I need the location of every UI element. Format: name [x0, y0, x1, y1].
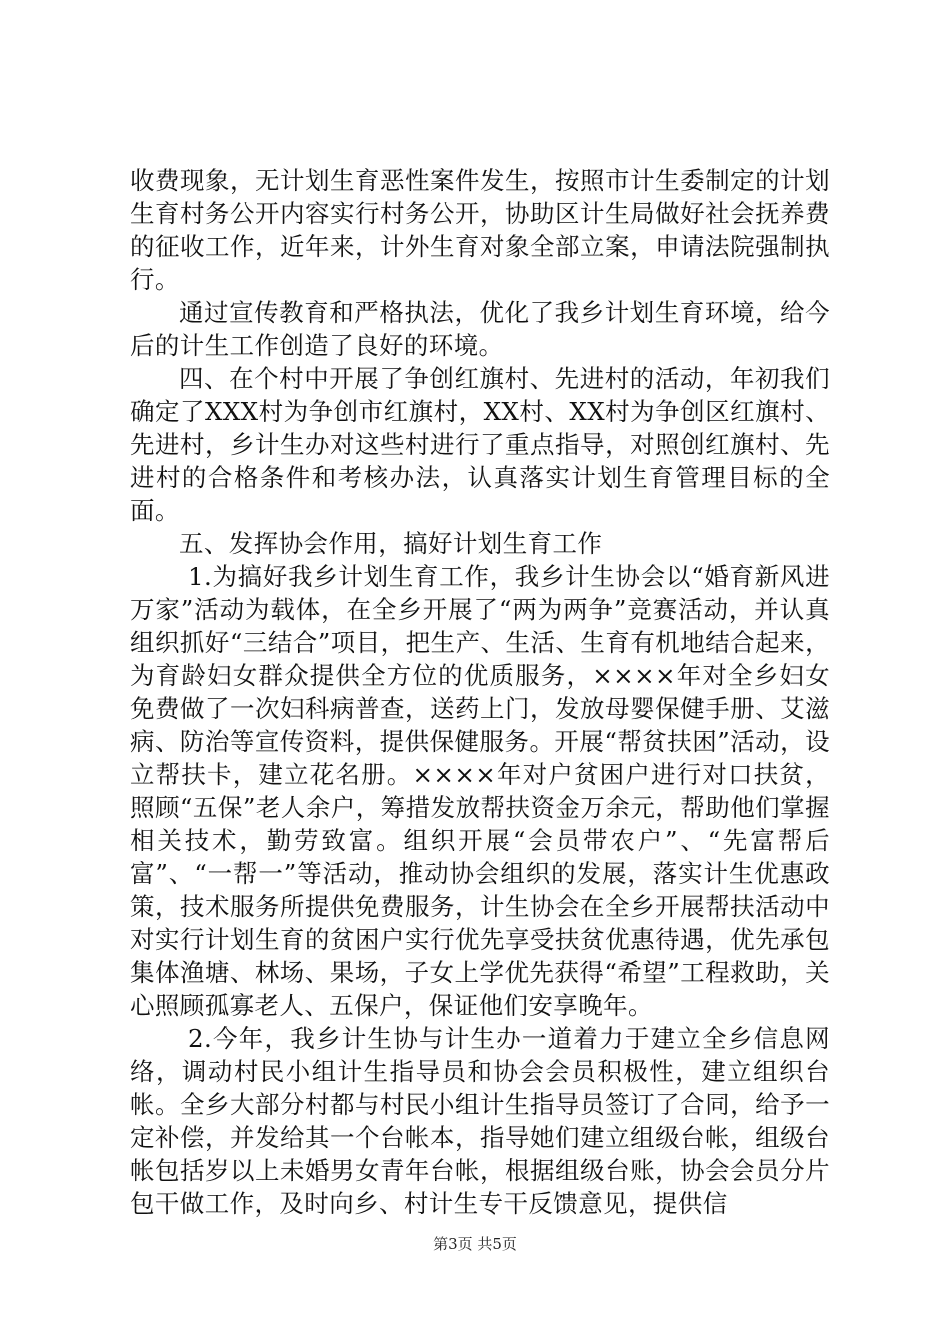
section-heading-five: 五、发挥协会作用，搞好计划生育工作: [179, 529, 603, 558]
paragraph-item-one: 1.为搞好我乡计划生育工作，我乡计生协会以“婚育新风进万家”活动为载体，在全乡开展了“两为两争”竞赛活动，并认真组织抓好“三结合”项目，把生产、生活、生育有机地结合起来，为育龄妇女群众提供全方位的优质服务，××××年对全乡妇女免费做了一次妇科病普查，送药上门，发放母婴保健手册、艾滋病、防治等宣传资料，提供保健服务。开展“帮贫扶困”活动，设立帮扶卡，建立花名册。××××年对户贫困户进行对口扶贫，照顾“五保”老人余户，筹措发放帮扶资金万余元，帮助他们掌握相关技术，勤劳致富。组织开展“会员带农户”、“先富帮后富”、“一帮一”等活动，推动协会组织的发展，落实计生优惠政策，技术服务所提供免费服务，计生协会在全乡开展帮扶活动中对实行计划生育的贫困户实行优先享受扶贫优惠待遇，优先承包集体渔塘、林场、果场，子女上学优先获得“希望”工程救助，关心照顾孤寡老人、五保户，保证他们安享晚年。: [130, 562, 830, 1020]
paragraph-continuation: 收费现象，无计划生育恶性案件发生，按照市计生委制定的计划生育村务公开内容实行村务公开，协助区计生局做好社会抚养费的征收工作，近年来，计外生育对象全部立案，申请法院强制执行。: [130, 166, 830, 294]
page-footer: 第3页 共5页: [433, 1235, 517, 1253]
paragraph-item-two: 2.今年，我乡计生协与计生办一道着力于建立全乡信息网络，调动村民小组计生指导员和协会会员积极性，建立组织台帐。全乡大部分村都与村民小组计生指导员签订了合同，给予一定补偿，并发给其一个台帐本，指导她们建立组级台帐，组级台帐包括岁以上未婚男女青年台帐，根据组级台账，协会会员分片包干做工作，及时向乡、村计生专干反馈意见，提供信: [130, 1024, 830, 1218]
paragraph-section-four: 四、在个村中开展了争创红旗村、先进村的活动，年初我们确定了XXX村为争创市红旗村，XX村、XX村为争创区红旗村、先进村，乡计生办对这些村进行了重点指导，对照创红旗村、先进村的合格条件和考核办法，认真落实计划生育管理目标的全面。: [130, 364, 830, 525]
document-body: [130, 164, 830, 1220]
paragraph-education-enforcement: 通过宣传教育和严格执法，优化了我乡计划生育环境，给今后的计生工作创造了良好的环境。: [130, 298, 830, 360]
